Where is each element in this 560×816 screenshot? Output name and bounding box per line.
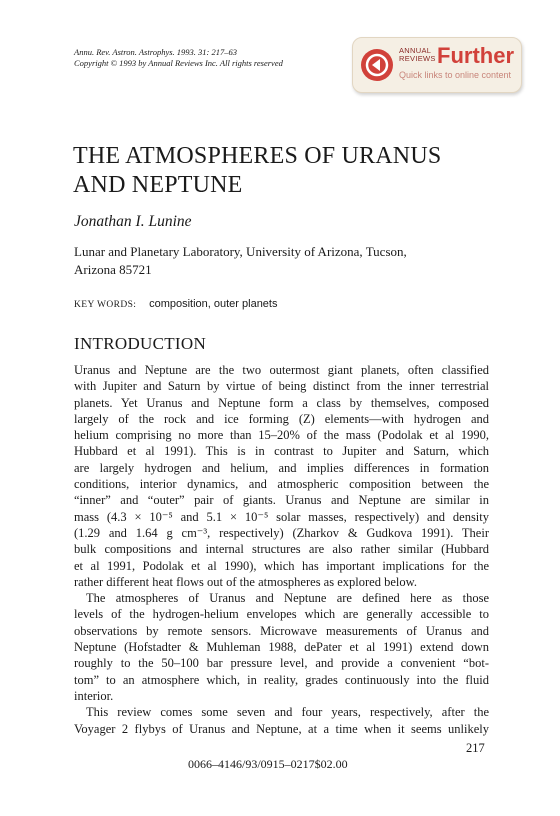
body-line: Hubbard et al 1991). This is in contrast to Jupiter and Saturn, which — [74, 444, 489, 459]
body-line: mass (4.3 × 10⁻⁵ and 5.1 × 10⁻⁵ solar masses, respectively) and density — [74, 509, 489, 524]
annual-reviews-further-badge[interactable] — [352, 37, 522, 93]
body-line: The atmospheres of Uranus and Neptune are defined here as those — [86, 591, 489, 606]
affiliation-line: Arizona 85721 — [74, 262, 152, 277]
body-line: (1.29 and 1.64 g cm⁻³, respectively) (Zharkov & Gudkova 1991). Their — [74, 525, 489, 540]
article-title — [73, 142, 513, 200]
body-line: bulk compositions and internal structures are also rather similar (Hubbard — [74, 542, 489, 557]
title-line: THE ATMOSPHERES OF URANUS — [73, 143, 442, 169]
author-affiliation — [74, 243, 474, 279]
body-line: interior. — [74, 688, 114, 703]
page-number: 217 — [466, 741, 485, 755]
reviews-label: REVIEWS — [399, 54, 436, 63]
keywords-label: KEY WORDS: — [74, 300, 137, 310]
body-line: with Jupiter and Saturn by virtue of being distinct from the inner terrestrial — [74, 379, 489, 394]
author-name: Jonathan I. Lunine — [74, 213, 192, 230]
keywords-list: composition, outer planets — [149, 298, 278, 310]
document-code: 0066–4146/93/0915–0217$02.00 — [188, 757, 348, 771]
body-line: planets. Yet Uranus and Neptune form a class by themselves, composed — [74, 395, 489, 410]
introduction-body — [74, 362, 489, 737]
body-line: et al 1991, Podolak et al 1990), which has important implications for the — [74, 558, 489, 573]
copyright-notice: Copyright © 1993 by Annual Reviews Inc. All rights reserved — [74, 58, 283, 68]
annual-label: ANNUAL — [399, 46, 432, 55]
body-line: Neptune (Hofstadter & Muhleman 1988, dePater et al 1991) extend down — [74, 640, 489, 655]
title-line: AND NEPTUNE — [73, 172, 243, 198]
body-line: observations by remote sensors. Microwave measurements of Uranus and — [74, 623, 489, 638]
body-line: rather different heat flows out of the atmospheres as explored below. — [74, 574, 417, 589]
body-line: “inner” and “outer” pair of giants. Uranus and Neptune are similar in — [74, 493, 489, 508]
body-line: levels of the hydrogen-helium envelopes which are generally accessible to — [74, 607, 489, 622]
journal-reference — [74, 47, 283, 69]
body-line: roughly to the 50–100 bar pressure level, and provide a convenient “bot- — [74, 656, 489, 671]
body-line: This review comes some seven and four years, respectively, after the — [86, 705, 489, 720]
section-heading: INTRODUCTION — [74, 334, 207, 353]
further-label: Further — [437, 43, 514, 68]
body-line: helium comprising no more than 15–20% of the mass (Podolak et al 1990, — [74, 428, 489, 443]
keywords — [74, 298, 278, 310]
body-line: conditions, interior dynamics, and atmospheric composition between the — [74, 477, 489, 492]
body-line: largely of the rock and ice forming (Z) elements—with hydrogen and — [74, 411, 489, 426]
journal-citation: Annu. Rev. Astron. Astrophys. 1993. 31: 217–63 — [74, 47, 237, 57]
body-line: Voyager 2 flybys of Uranus and Neptune, at a time when it seems unlikely — [74, 721, 489, 736]
arrow-left-circle-icon — [360, 48, 394, 82]
body-line: Uranus and Neptune are the two outermost giant planets, often classified — [74, 363, 489, 377]
body-line: are largely hydrogen and helium, and implies differences in formation — [74, 460, 489, 475]
further-subtitle: Quick links to online content — [399, 70, 512, 80]
affiliation-line: Lunar and Planetary Laboratory, University of Arizona, Tucson, — [74, 244, 407, 259]
body-line: tom” to an atmosphere which, in reality, grades continuously into the fluid — [74, 672, 489, 687]
annual-reviews-label — [399, 47, 436, 63]
